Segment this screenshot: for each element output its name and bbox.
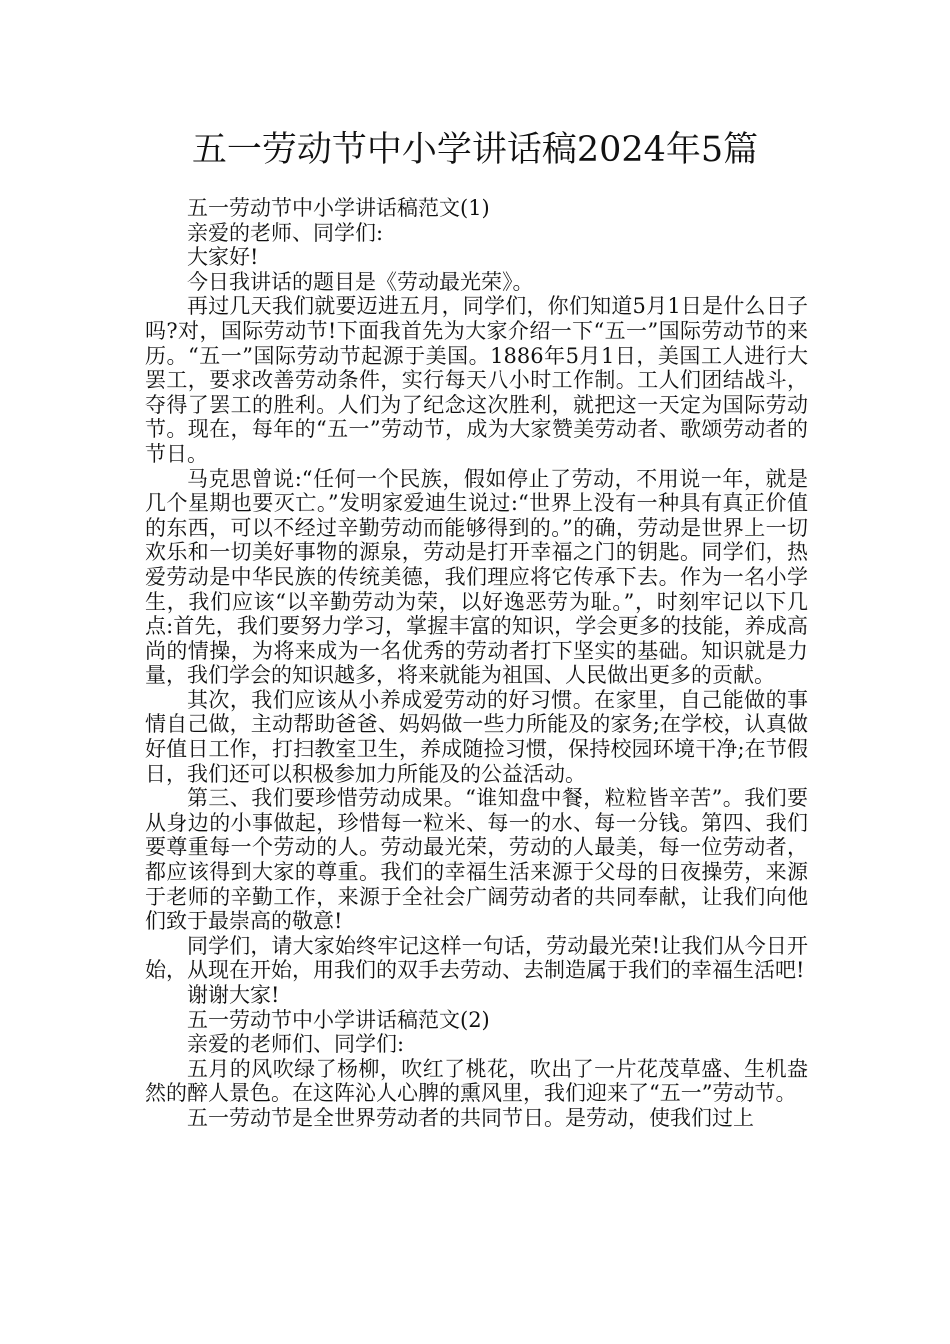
document-title: 五一劳动节中小学讲话稿2024年5篇: [191, 130, 759, 170]
section-heading-2: 五一劳动节中小学讲话稿范文(2): [187, 1007, 490, 1032]
paragraph-may-wind: 五月的风吹绿了杨柳，吹红了桃花，吹出了一片花茂草盛、生机盎然的醉人景色。在这阵沁人心脾的熏风里，我们迎来了“五一”劳动节。: [145, 1056, 808, 1106]
thanks-line: 谢谢大家!: [187, 983, 280, 1007]
greeting: 大家好!: [187, 245, 259, 270]
paragraph-habits: 其次，我们应该从小养成爱劳动的好习惯。在家里，自己能做的事情自己做，主动帮助爸爸、妈妈做一些力所能及的家务;在学校，认真做好值日工作，打扫教室卫生，养成随捡习惯，保持校园环境干净;在节假日，我们还可以积极参加力所能及的公益活动。: [145, 687, 808, 786]
paragraph-quotes: 马克思曾说:“任何一个民族，假如停止了劳动，不用说一年，就是几个星期也要灭亡。”发明家爱迪生说过:“世界上没有一种具有真正价值的东西，可以不经过辛勤劳动而能够得到的。”的确，劳动是世界上一切欢乐和一切美好事物的源泉，劳动是打开幸福之门的钥匙。同学们，热爱劳动是中华民族的传统美德，我们理应将它传承下去。作为一名小学生，我们应该“以辛勤劳动为荣，以好逸恶劳为耻。”，时刻牢记以下几点:首先，我们要努力学习，掌握丰富的知识，学会更多的技能，养成高尚的情操，为将来成为一名优秀的劳动者打下坚实的基础。知识就是力量，我们学会的知识越多，将来就能为祖国、人民做出更多的贡献。: [145, 466, 808, 688]
section-heading-1: 五一劳动节中小学讲话稿范文(1): [187, 196, 490, 220]
salutation-2: 亲爱的老师们、同学们:: [187, 1032, 405, 1057]
paragraph-labor-day: 五一劳动节是全世界劳动者的共同节日。是劳动，使我们过上: [187, 1105, 754, 1130]
paragraph-cherish: 第三、我们要珍惜劳动成果。“谁知盘中餐，粒粒皆辛苦”。我们要从身边的小事做起，珍惜每一粒米、每一的水、每一分钱。第四、我们要尊重每一个劳动的人。劳动最光荣，劳动的人最美，每一位劳动者，都应该得到大家的尊重。我们的幸福生活来源于父母的日夜操劳，来源于老师的辛勤工作，来源于全社会广阔劳动者的共同奉献，让我们向他们致于最崇高的敬意!: [145, 786, 808, 934]
document-body: [145, 196, 808, 1131]
paragraph-closing: 同学们，请大家始终牢记这样一句话，劳动最光荣!让我们从今日开始，从现在开始，用我们的双手去劳动、去制造属于我们的幸福生活吧!: [145, 933, 808, 983]
paragraph-history: 再过几天我们就要迈进五月，同学们，你们知道5月1日是什么日子吗?对，国际劳动节!下面我首先为大家介绍一下“五一”国际劳动节的来历。“五一”国际劳动节起源于美国。1886年5月1日，美国工人进行大罢工，要求改善劳动条件，实行每天八小时工作制。工人们团结战斗，夺得了罢工的胜利。人们为了纪念这次胜利，就把这一天定为国际劳动节。现在，每年的“五一”劳动节，成为大家赞美劳动者、歌颂劳动者的节日。: [145, 294, 808, 466]
salutation: 亲爱的老师、同学们:: [187, 220, 384, 245]
topic-line: 今日我讲话的题目是《劳动最光荣》。: [187, 269, 534, 294]
